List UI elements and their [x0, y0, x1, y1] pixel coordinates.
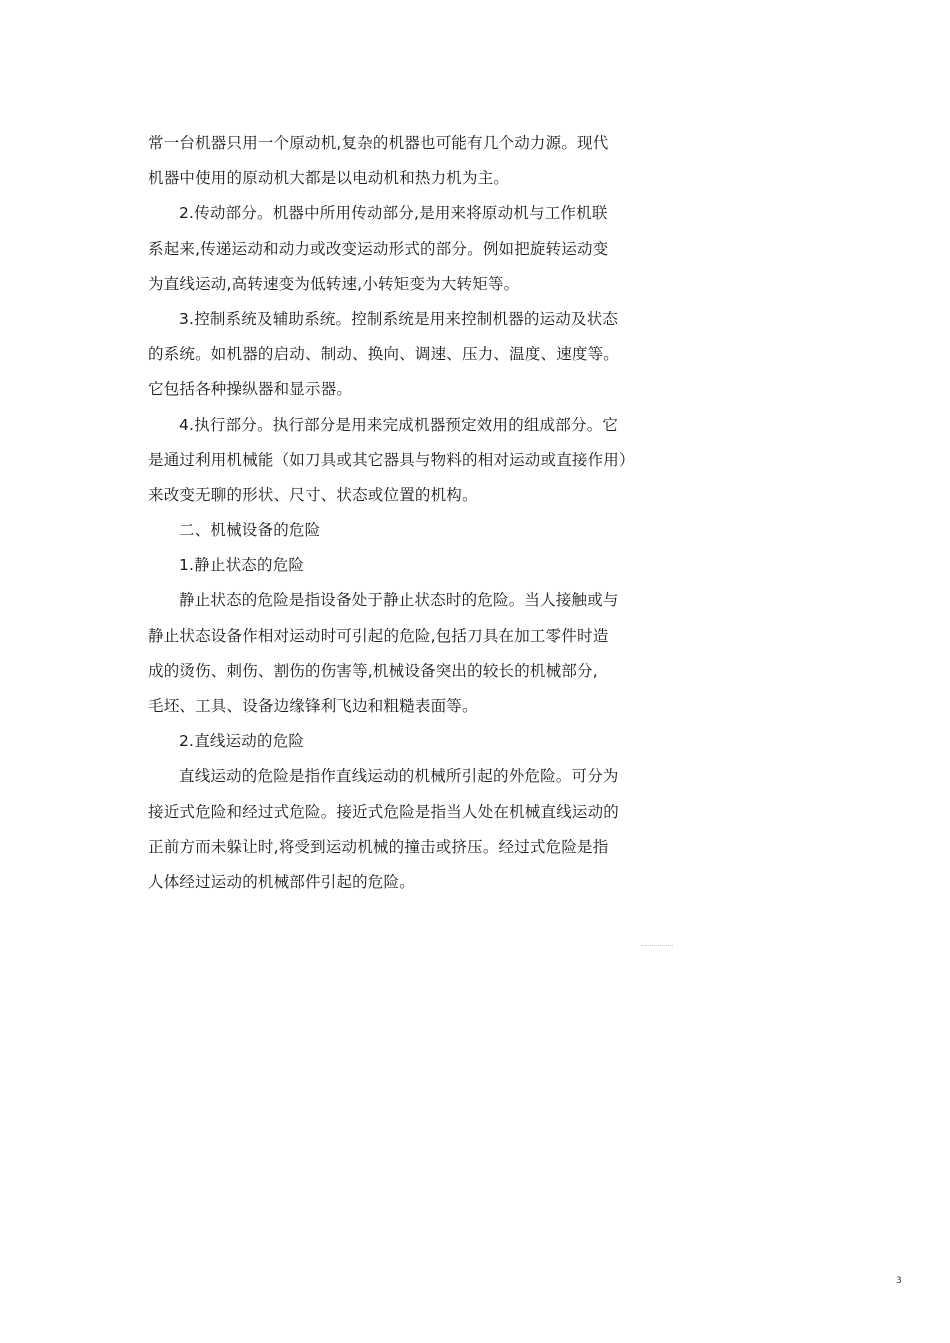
body-text [148, 126, 635, 900]
dotted-mark [641, 945, 673, 946]
text-line: 成的烫伤、刺伤、割伤的伤害等,机械设备突出的较长的机械部分, [148, 661, 598, 680]
page-number: 3 [896, 1276, 902, 1286]
text-line: 2.传动部分。机器中所用传动部分,是用来将原动机与工作机联 [179, 204, 608, 223]
text-line: 1.静止状态的危险 [179, 556, 305, 575]
text-line: 是通过利用机械能（如刀具或其它器具与物料的相对运动或直接作用） [148, 450, 635, 469]
text-line: 正前方而未躲让时,将受到运动机械的撞击或挤压。经过式危险是指 [148, 837, 609, 856]
text-line: 常一台机器只用一个原动机,复杂的机器也可能有几个动力源。现代 [148, 134, 609, 152]
text-line: 来改变无聊的形状、尺寸、状态或位置的机构。 [148, 485, 478, 504]
text-line: 毛坯、工具、设备边缘锋利飞边和粗糙表面等。 [148, 697, 478, 715]
text-line: 系起来,传递运动和动力或改变运动形式的部分。例如把旋转运动变 [148, 239, 609, 258]
text-line: 静止状态设备作相对运动时可引起的危险,包括刀具在加工零件时造 [148, 626, 609, 645]
text-line: 它包括各种操纵器和显示器。 [148, 380, 353, 399]
text-line: 3.控制系统及辅助系统。控制系统是用来控制机器的运动及状态 [179, 309, 619, 328]
text-line: 接近式危险和经过式危险。接近式危险是指当人处在机械直线运动的 [148, 802, 620, 821]
text-line: 机器中使用的原动机大都是以电动机和热力机为主。 [148, 169, 510, 188]
text-line: 的系统。如机器的启动、制动、换向、调速、压力、温度、速度等。 [148, 345, 620, 364]
text-line: 二、机械设备的危险 [179, 521, 321, 540]
text-line: 4.执行部分。执行部分是用来完成机器预定效用的组成部分。它 [179, 415, 619, 434]
text-line: 2.直线运动的危险 [179, 732, 305, 751]
text-line: 静止状态的危险是指设备处于静止状态时的危险。当人接触或与 [179, 591, 619, 610]
text-line: 直线运动的危险是指作直线运动的机械所引起的外危险。可分为 [179, 767, 619, 786]
text-line: 人体经过运动的机械部件引起的危险。 [148, 872, 415, 891]
text-line: 为直线运动,高转速变为低转速,小转矩变为大转矩等。 [148, 274, 520, 293]
